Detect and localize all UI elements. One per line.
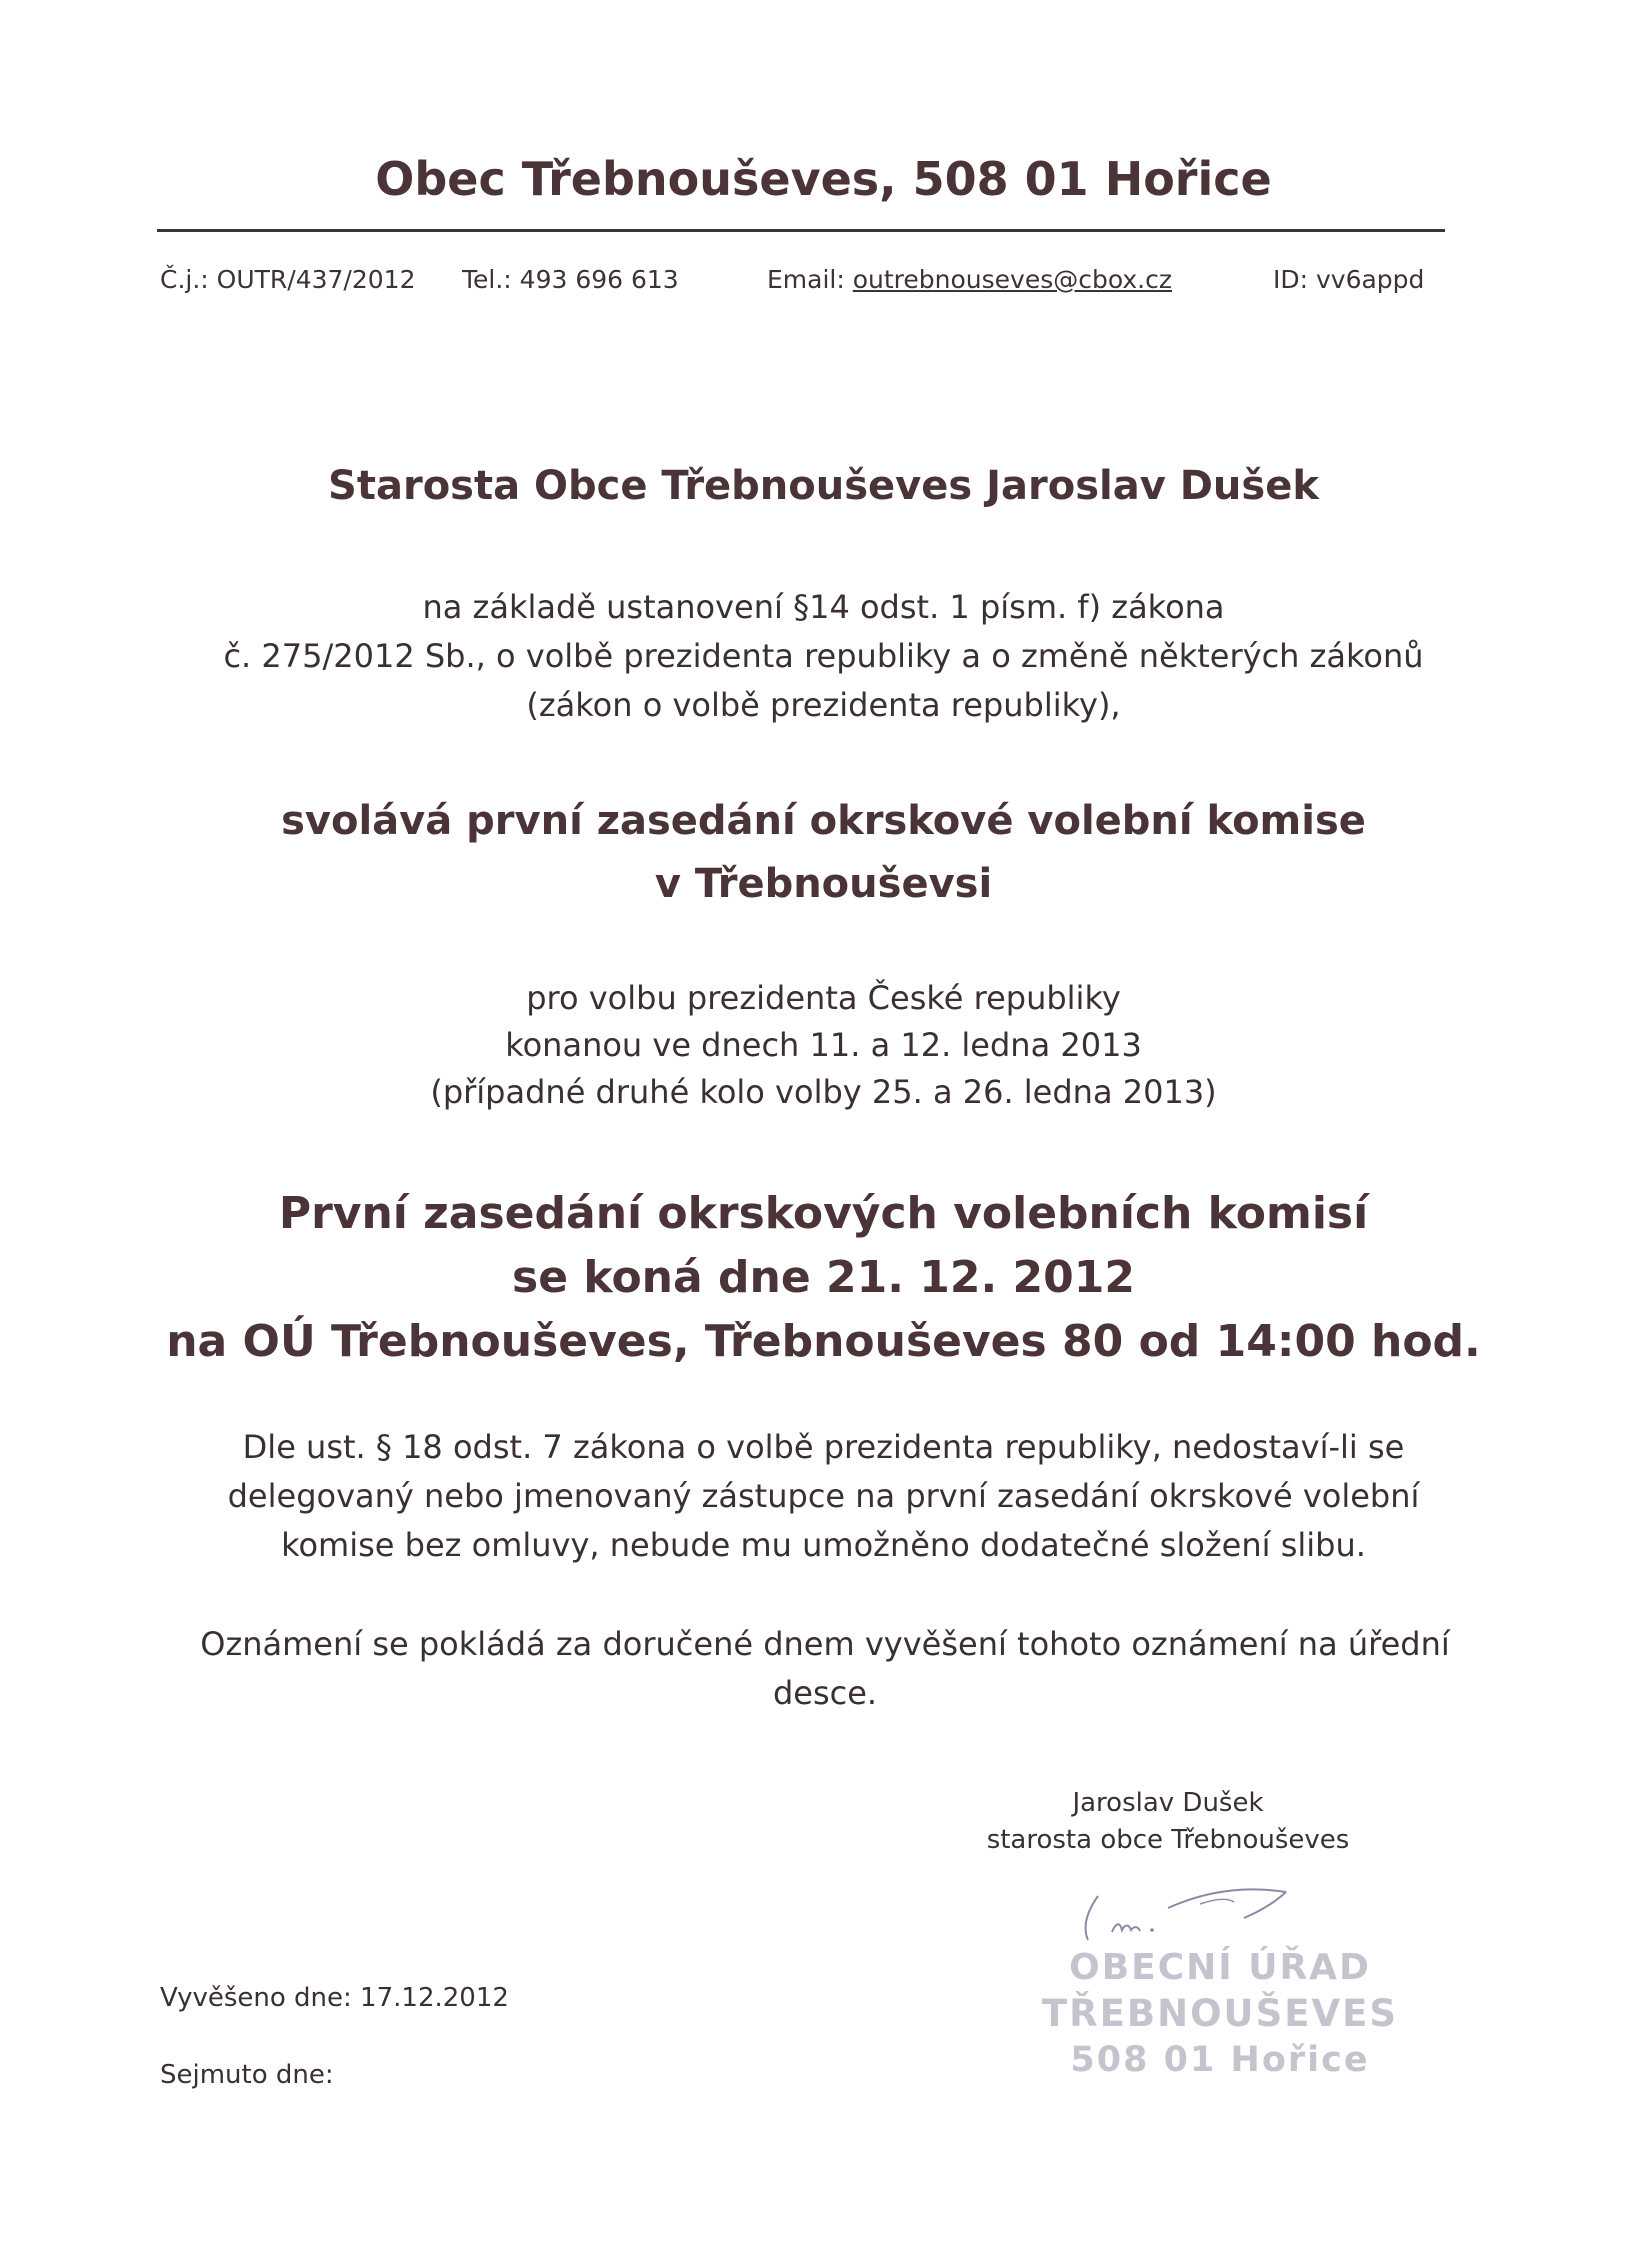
email-link[interactable]: outrebnouseves@cbox.cz xyxy=(852,265,1172,294)
convenes-line: v Třebnouševsi xyxy=(654,861,993,907)
legal-line: (zákon o volbě prezidenta republiky), xyxy=(526,686,1121,724)
notice-line: delegovaný nebo jmenovaný zástupce na první zasedání okrskové volební xyxy=(227,1477,1420,1515)
signatory-role: starosta obce Třebnouševes xyxy=(986,1825,1350,1855)
election-line: konanou ve dnech 11. a 12. ledna 2013 xyxy=(505,1026,1142,1064)
meeting-line: na OÚ Třebnouševes, Třebnouševes 80 od 14:00 hod. xyxy=(166,1316,1481,1367)
email-label: Email: xyxy=(767,265,853,294)
phone-number: Tel.: 493 696 613 xyxy=(462,265,679,294)
signatory-name: Jaroslav Dušek xyxy=(1072,1788,1264,1818)
legal-basis xyxy=(0,583,1647,730)
official-stamp xyxy=(1010,1945,1430,2083)
convenes-line: svolává první zasedání okrskové volební komise xyxy=(281,798,1366,844)
reference-number: Č.j.: OUTR/437/2012 xyxy=(160,265,416,294)
meeting-announcement xyxy=(0,1182,1647,1374)
delivery-notice: Oznámení se pokládá za doručené dnem vyvěšení tohoto oznámení na úřední desce. xyxy=(200,1625,1450,1712)
election-line: pro volbu prezidenta České republiky xyxy=(526,979,1121,1017)
mayor-heading: Starosta Obce Třebnouševes Jaroslav Dušek xyxy=(328,463,1319,509)
meeting-line: První zasedání okrskových volebních komisí xyxy=(278,1188,1369,1239)
election-details xyxy=(0,975,1647,1116)
election-line: (případné druhé kolo volby 25. a 26. ledna 2013) xyxy=(430,1073,1217,1111)
notice-line: Dle ust. § 18 odst. 7 zákona o volbě prezidenta republiky, nedostaví-li se xyxy=(242,1428,1405,1466)
stamp-line: TŘEBNOUŠEVES xyxy=(1041,1992,1399,2035)
stamp-line: 508 01 Hořice xyxy=(1070,2040,1370,2080)
header-divider xyxy=(157,229,1445,232)
stamp-line: OBECNÍ ÚŘAD xyxy=(1069,1947,1371,1988)
legal-line: č. 275/2012 Sb., o volbě prezidenta republiky a o změně některých zákonů xyxy=(223,637,1424,675)
meeting-line: se koná dne 21. 12. 2012 xyxy=(512,1252,1135,1303)
notice-line: komise bez omluvy, nebude mu umožněno dodatečné složení slibu. xyxy=(281,1526,1366,1564)
document-title: Obec Třebnouševes, 508 01 Hořice xyxy=(375,152,1272,206)
data-box-id: ID: vv6appd xyxy=(1273,265,1425,294)
attendance-notice xyxy=(0,1423,1647,1570)
legal-line: na základě ustanovení §14 odst. 1 písm. f) zákona xyxy=(422,588,1225,626)
email-line xyxy=(767,265,1172,294)
removed-date: Sejmuto dne: xyxy=(160,2060,334,2090)
convenes-statement xyxy=(0,790,1647,916)
handwritten-signature xyxy=(1068,1848,1298,1958)
posted-date: Vyvěšeno dne: 17.12.2012 xyxy=(160,1983,509,2013)
